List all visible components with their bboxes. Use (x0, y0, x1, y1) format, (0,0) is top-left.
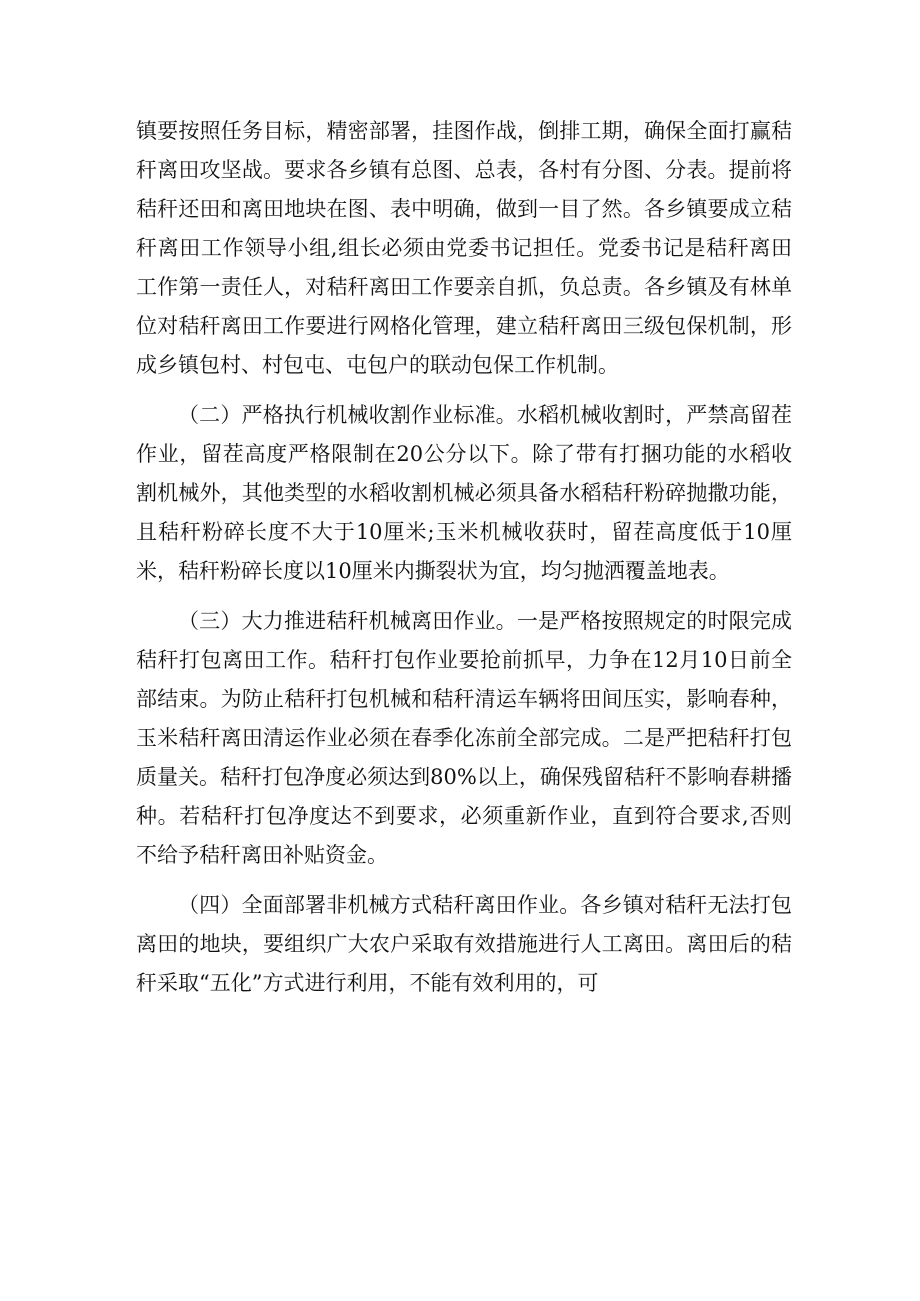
paragraph-continuation: 镇要按照任务目标，精密部署，挂图作战，倒排工期，确保全面打赢秸秆离田攻坚战。要求各乡镇有总图、总表，各村有分图、分表。提前将秸秆还田和离田地块在图、表中明确，做到一目了然。各乡镇要成立秸秆离田工作领导小组,组长必须由党委书记担任。党委书记是秸秆离田工作第一责任人，对秸秆离田工作要亲自抓，负总责。各乡镇及有林单位对秸秆离田工作要进行网格化管理，建立秸秆离田三级包保机制，形成乡镇包村、村包屯、屯包户的联动包保工作机制。 (136, 119, 792, 377)
paragraph-section-4: （四）全面部署非机械方式秸秆离田作业。各乡镇对秸秆无法打包离田的地块，要组织广大农户采取有效措施进行人工离田。离田后的秸秆采取“五化”方式进行利用，不能有效利用的，可 (136, 893, 792, 995)
paragraph-section-2: （二）严格执行机械收割作业标准。水稻机械收割时，严禁高留茬作业，留茬高度严格限制在20公分以下。除了带有打捆功能的水稻收割机械外，其他类型的水稻收割机械必须具备水稻秸秆粉碎抛撒功能，且秸秆粉碎长度不大于10厘米;玉米机械收获时，留茬高度低于10厘米，秸秆粉碎长度以10厘米内撕裂状为宜，均匀抛洒覆盖地表。 (136, 403, 792, 583)
paragraph-section-3: （三）大力推进秸秆机械离田作业。一是严格按照规定的时限完成秸秆打包离田工作。秸秆打包作业要抢前抓早，力争在12月10日前全部结束。为防止秸秆打包机械和秸秆清运车辆将田间压实，影响春种，玉米秸秆离田清运作业必须在春季化冻前全部完成。二是严把秸秆打包质量关。秸秆打包净度必须达到80%以上，确保残留秸秆不影响春耕播种。若秸秆打包净度达不到要求，必须重新作业，直到符合要求,否则不给予秸秆离田补贴资金。 (136, 609, 792, 867)
document-body (136, 112, 792, 1014)
